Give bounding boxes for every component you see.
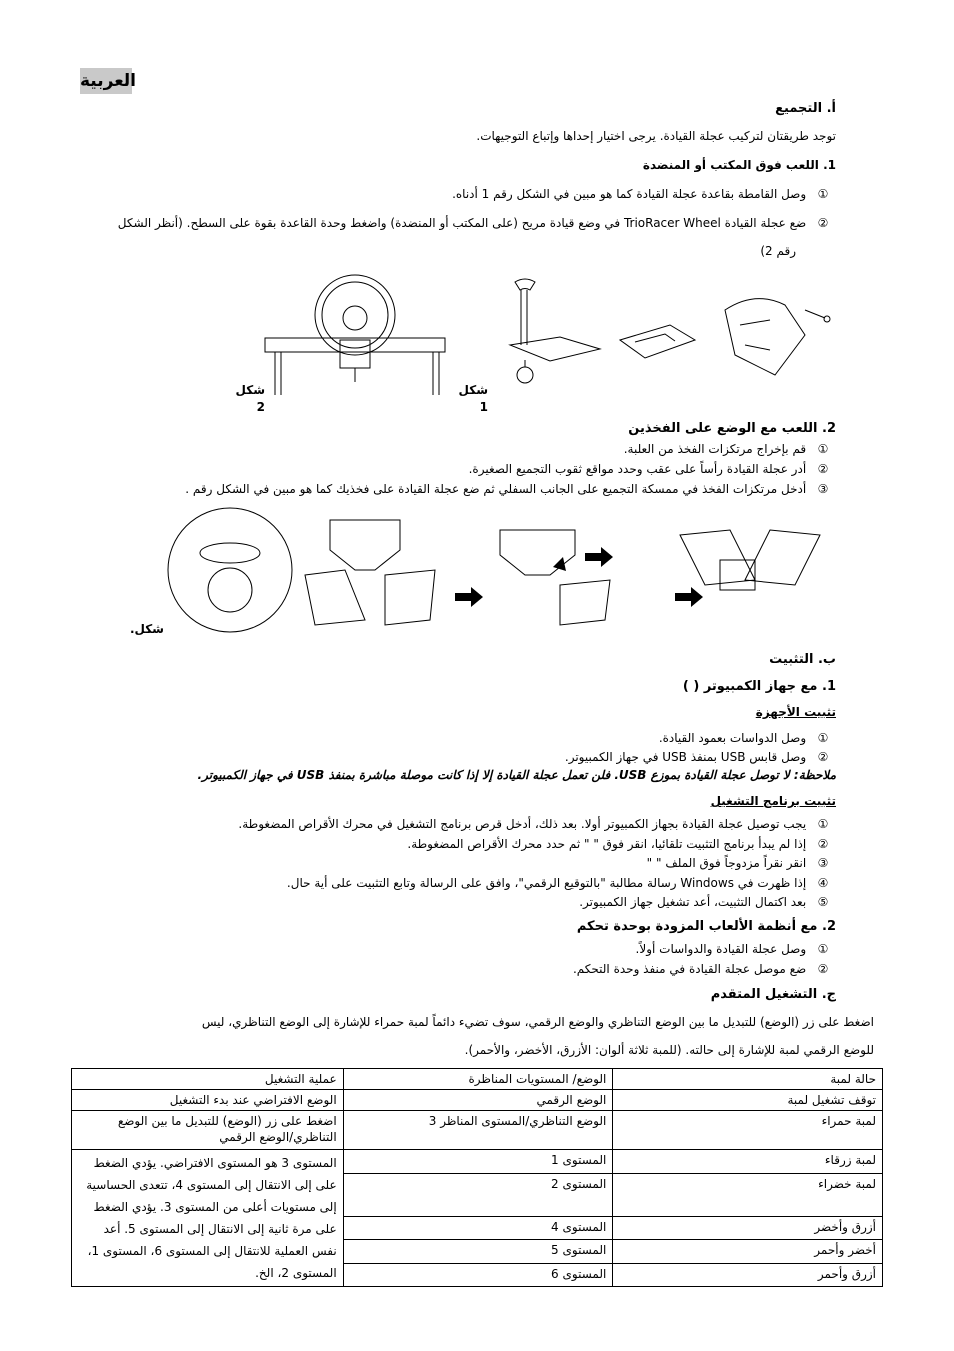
- item-number: ②: [817, 216, 829, 230]
- figure-lap: [165, 505, 845, 635]
- usb-note: ملاحظة: لا توصل عجلة القيادة بموزع USB. فلن تعمل عجلة القيادة إلا إذا كانت موصلة مباشرة بمنفذ USB في جهاز الكمبيوتر.: [197, 768, 836, 782]
- cell-operation: اضغط على زر (الوضع) للتبديل ما بين الوضع التناظري/الوضع الرقمي: [72, 1111, 344, 1150]
- section-a1-title: 1. اللعب فوق المكتب أو المنضدة: [642, 158, 836, 172]
- figure-2-label: شكل 2: [235, 383, 265, 414]
- item-number: ③: [817, 482, 829, 496]
- item-number: ③: [817, 856, 829, 870]
- cell-led: أزرق وأخضر: [613, 1216, 883, 1240]
- section-b1-title: 1. مع جهاز الكمبيوتر ( ): [682, 679, 836, 694]
- item-number: ⑤: [817, 895, 829, 909]
- list-item: [407, 836, 836, 853]
- item-number: ①: [817, 731, 829, 745]
- assembly-illustration: [225, 270, 845, 400]
- cell-mode: المستوى 5: [343, 1240, 613, 1264]
- item-text: وصل قابس USB بمنفذ USB في جهاز الكمبيوتر.: [564, 750, 807, 764]
- cell-operation-merged: المستوى 3 هو المستوى الافتراضي. يؤدي الضغط على إلى الانتقال إلى المستوى 4، تتعدى الحساسية إلى مستويات أعلى من المستوى 3. يؤدي الضغط على مرة ثانية إلى الانتقال إلى المستوى 5. أعد نفس العملية للانتقال إلى المستوى 6، المستوى 1، المستوى 2، الخ.: [72, 1150, 344, 1287]
- figure-1-label: شكل 1: [458, 383, 488, 414]
- cell-led: لمبة خضراء: [613, 1173, 883, 1216]
- cell-operation: الوضع الافتراضي عند بدء التشغيل: [72, 1090, 344, 1111]
- section-b-heading: ب. التثبيت: [769, 652, 836, 667]
- cell-led: لمبة حمراء: [613, 1111, 883, 1150]
- item-number: ④: [817, 876, 829, 890]
- item-number: ②: [817, 462, 829, 476]
- item-text-continued: رقم 2): [760, 244, 796, 258]
- section-c-para1: اضغط على زر (الوضع) للتبديل ما بين الوضع التناظري والوضع الرقمي، سوف تضيء دائماً لمبة حمراء للإشارة إلى الوضع التناظري، ليس: [201, 1015, 874, 1029]
- item-text: إذا لم يبدأ برنامج التثبيت تلقائيا، انقر فوق " " ثم حدد محرك الأقراص المضغوطة.: [407, 837, 807, 851]
- figure-1-2: [225, 270, 845, 400]
- table-row: [72, 1150, 883, 1174]
- list-item: [118, 215, 836, 232]
- section-a2-title: 2. اللعب مع الوضع على الفخذين: [628, 421, 836, 436]
- cell-led: لمبة زرقاء: [613, 1150, 883, 1174]
- list-item: [579, 894, 836, 911]
- list-item: [238, 816, 836, 833]
- item-text: قم بإخراج مرتكزات الفخذ من العلبة.: [623, 442, 807, 456]
- language-label: العربية: [80, 68, 132, 94]
- cell-led: توقف تشغيل لمبة: [613, 1090, 883, 1111]
- item-text: ضع موصل عجلة القيادة في منفذ وحدة التحكم.: [572, 962, 807, 976]
- item-text: أدخل مرتكزات الفخذ في ممسكة التجميع على الجانب السفلي ثم ضع عجلة القيادة على فخذيك كما هو مبين في الشكل رقم .: [185, 482, 807, 496]
- header-led-status: حالة لمبة: [613, 1069, 883, 1090]
- cell-led: أزرق وأحمر: [613, 1263, 883, 1287]
- item-number: ①: [817, 442, 829, 456]
- item-number: ②: [817, 750, 829, 764]
- item-number: ②: [817, 837, 829, 851]
- item-text: وصل الدواسات بعمود القيادة.: [658, 731, 807, 745]
- item-text: ضع عجلة القيادة TrioRacer Wheel في وضع قيادة مريح (على المكتب أو المنضدة) واضغط وحدة القاعدة بقوة على السطح. (أنظر الشكل: [117, 216, 807, 230]
- item-number: ①: [817, 942, 829, 956]
- list-item: [573, 961, 836, 978]
- item-text: انقر نقراً مزدوجاً فوق الملف " ": [646, 856, 807, 870]
- table-row: [72, 1111, 883, 1150]
- section-a-heading: أ. التجميع: [775, 101, 836, 116]
- list-item: [287, 875, 836, 892]
- table-header-row: [72, 1069, 883, 1090]
- table-row: [72, 1090, 883, 1111]
- list-item: [647, 855, 836, 872]
- list-item: [565, 749, 836, 766]
- cell-mode: الوضع الرقمي: [343, 1090, 613, 1111]
- cell-mode: المستوى 2: [343, 1173, 613, 1216]
- item-text: وصل عجلة القيادة والدواسات أولاً.: [635, 942, 807, 956]
- cell-mode: الوضع التناظري/المستوى المناظر 3: [343, 1111, 613, 1150]
- cell-mode: المستوى 6: [343, 1263, 613, 1287]
- cell-led: أخضر وأحمر: [613, 1240, 883, 1264]
- section-c-heading: ج. التشغيل المتقدم: [710, 987, 836, 1002]
- led-status-table: [71, 1068, 883, 1287]
- list-item: [469, 461, 836, 478]
- lap-mount-illustration: [165, 505, 845, 635]
- item-text: إذا ظهرت في Windows رسالة مطالبة "بالتوقيع الرقمي"، وافق على الرسالة وتابع التثبيت على أية حال.: [286, 876, 807, 890]
- list-item: [452, 186, 836, 203]
- list-item: [185, 481, 836, 498]
- item-text: وصل القامطة بقاعدة عجلة القيادة كما هو مبين في الشكل رقم 1 أدناه.: [452, 187, 807, 201]
- header-mode: الوضع/ المستويات المناظرة: [343, 1069, 613, 1090]
- section-c-para2: للوضع الرقمي لمبة للإشارة إلى حالته. (للمبة ثلاثة ألوان: الأزرق، الأخضر، والأحمر).: [464, 1043, 874, 1057]
- list-item: [659, 730, 836, 747]
- header-operation: عملية التشغيل: [72, 1069, 344, 1090]
- item-number: ①: [817, 187, 829, 201]
- list-item: [636, 941, 836, 958]
- driver-install-title: تثبيت برنامج التشغيل: [710, 794, 836, 808]
- figure-lap-label: شكل.: [129, 622, 164, 636]
- item-text: يجب توصيل عجلة القيادة بجهاز الكمبيوتر أولا. بعد ذلك، أدخل قرص برنامج التشغيل في محرك الأقراص المضغوطة.: [238, 817, 807, 831]
- cell-mode: المستوى 1: [343, 1150, 613, 1174]
- item-text: بعد اكتمال التثبيت، أعد تشغيل جهاز الكمبيوتر.: [579, 895, 807, 909]
- section-a-intro: توجد طريقتان لتركيب عجلة القيادة. يرجى اختيار إحداها وإتباع التوجيهات.: [476, 129, 836, 143]
- list-item: [624, 441, 836, 458]
- item-number: ①: [817, 817, 829, 831]
- item-number: ②: [817, 962, 829, 976]
- hardware-install-title: تثبيت الأجهزة: [755, 705, 836, 719]
- item-text: أدر عجلة القيادة رأساً على عقب وحدد مواقع ثقوب التجميع الصغيرة.: [468, 462, 807, 476]
- section-b2-title: 2. مع أنظمة الألعاب المزودة بوحدة تحكم: [576, 919, 836, 934]
- cell-mode: المستوى 4: [343, 1216, 613, 1240]
